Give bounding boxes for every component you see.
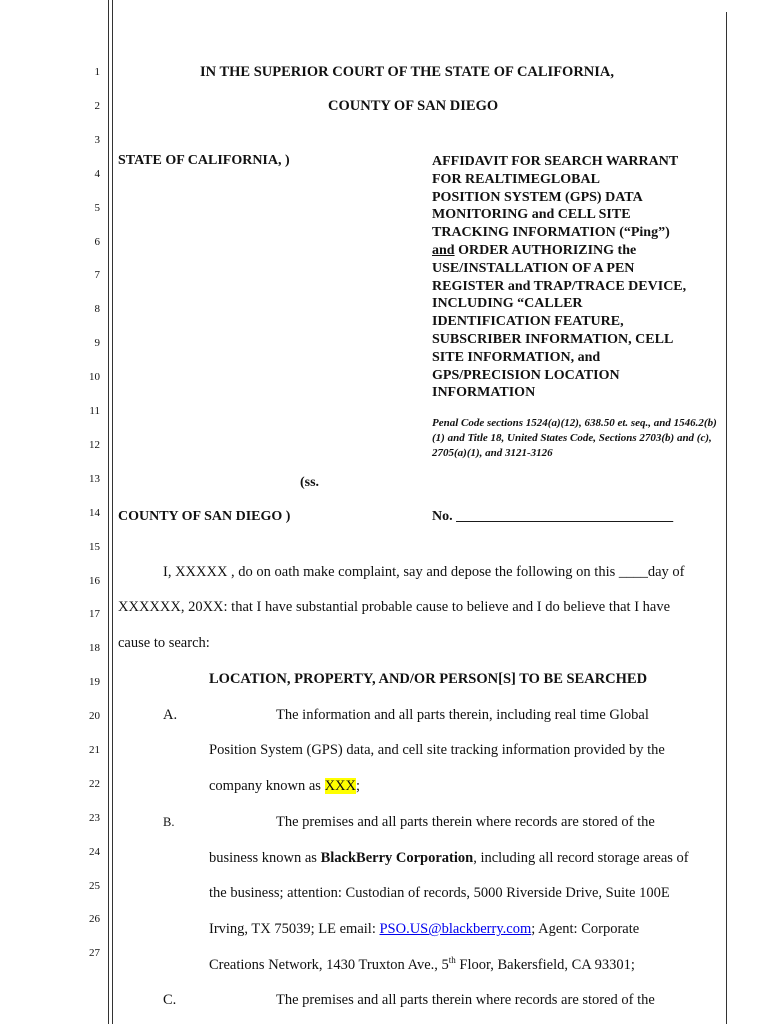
line-number: 8 bbox=[94, 303, 100, 315]
title-line: INFORMATION bbox=[432, 385, 536, 401]
item-c-label: C. bbox=[163, 992, 177, 1008]
right-margin-rule bbox=[726, 12, 727, 1024]
line-number: 7 bbox=[94, 269, 100, 281]
court-title: IN THE SUPERIOR COURT OF THE STATE OF CALIFORNIA, bbox=[200, 64, 615, 80]
item-b-label: B. bbox=[163, 815, 175, 829]
title-line: TRACKING INFORMATION (“Ping”) bbox=[432, 225, 670, 241]
item-b-line: The premises and all parts therein where records are stored of the bbox=[276, 814, 655, 830]
item-c-line: The premises and all parts therein where records are stored of the bbox=[276, 992, 655, 1008]
paragraph-line: cause to search: bbox=[118, 635, 210, 651]
line-number: 3 bbox=[94, 134, 100, 146]
item-a-line: The information and all parts therein, including real time Global bbox=[276, 707, 649, 723]
highlighted-company: XXX bbox=[324, 778, 356, 794]
line-number: 19 bbox=[89, 676, 100, 688]
line-number: 20 bbox=[89, 710, 100, 722]
title-line: and ORDER AUTHORIZING the bbox=[432, 242, 637, 258]
line-number: 5 bbox=[94, 202, 100, 214]
line-number: 18 bbox=[89, 642, 100, 654]
caption-county: COUNTY OF SAN DIEGO ) bbox=[118, 509, 291, 524]
company-name: BlackBerry Corporation bbox=[320, 850, 474, 866]
line-number: 16 bbox=[89, 575, 100, 587]
line-number: 10 bbox=[89, 371, 100, 383]
statute-citation: Penal Code sections 1524(a)(12), 638.50 et. seq., and 1546.2(b)(1) and Title 18, United States Code, Sections 2703(b) and (c), 2705(a)(1), and 3121-3126 bbox=[432, 417, 717, 459]
line-number: 1 bbox=[94, 66, 100, 78]
line-number: 14 bbox=[89, 507, 100, 519]
line-number: 25 bbox=[89, 880, 100, 892]
line-number: 6 bbox=[94, 236, 100, 248]
case-number: No. _______________________________ bbox=[432, 509, 674, 524]
title-line: GPS/PRECISION LOCATION bbox=[432, 367, 620, 383]
title-line: REGISTER and TRAP/TRACE DEVICE, bbox=[432, 278, 687, 294]
email-link[interactable]: PSO.US@blackberry.com bbox=[379, 921, 532, 937]
item-b-line: Irving, TX 75039; LE email: PSO.US@blackberry.com; Agent: Corporate bbox=[209, 921, 640, 937]
title-line: USE/INSTALLATION OF A PEN bbox=[432, 260, 635, 276]
title-line: MONITORING and CELL SITE bbox=[432, 207, 631, 223]
title-line: FOR REALTIMEGLOBAL bbox=[432, 171, 600, 187]
item-a-label: A. bbox=[163, 707, 178, 723]
line-number: 9 bbox=[94, 337, 100, 349]
line-number: 21 bbox=[89, 744, 100, 756]
line-number: 13 bbox=[89, 473, 100, 485]
line-number: 4 bbox=[94, 168, 100, 180]
item-a-line: Position System (GPS) data, and cell site tracking information provided by the bbox=[209, 742, 665, 758]
caption-ss: (ss. bbox=[300, 475, 320, 490]
line-number: 24 bbox=[89, 846, 100, 858]
line-number: 2 bbox=[94, 100, 100, 112]
title-line: AFFIDAVIT FOR SEARCH WARRANT bbox=[432, 154, 679, 169]
ordinal-suffix: th bbox=[448, 955, 456, 966]
title-line: IDENTIFICATION FEATURE, bbox=[432, 314, 624, 330]
line-number: 27 bbox=[89, 947, 100, 959]
line-number: 22 bbox=[89, 778, 100, 790]
title-line: SITE INFORMATION, and bbox=[432, 349, 601, 365]
title-line: INCLUDING “CALLER bbox=[432, 296, 583, 312]
left-margin-rule-inner bbox=[112, 0, 113, 1024]
left-margin-rule-outer bbox=[108, 0, 109, 1024]
line-number: 15 bbox=[89, 541, 100, 553]
line-number: 23 bbox=[89, 812, 100, 824]
court-county: COUNTY OF SAN DIEGO bbox=[328, 98, 499, 114]
caption-state: STATE OF CALIFORNIA, ) bbox=[118, 153, 290, 168]
paragraph-line: XXXXXX, 20XX: that I have substantial probable cause to believe and I do believe that I have bbox=[118, 599, 671, 615]
line-number: 11 bbox=[89, 405, 100, 417]
line-number: 26 bbox=[89, 913, 100, 925]
title-line: SUBSCRIBER INFORMATION, CELL bbox=[432, 331, 674, 347]
section-heading: LOCATION, PROPERTY, AND/OR PERSON[S] TO BE SEARCHED bbox=[209, 671, 648, 687]
line-number: 17 bbox=[89, 608, 100, 620]
item-b-line: business known as BlackBerry Corporation, including all record storage areas of bbox=[209, 850, 689, 866]
line-number: 12 bbox=[89, 439, 100, 451]
document-title bbox=[432, 153, 722, 402]
item-b-line: the business; attention: Custodian of records, 5000 Riverside Drive, Suite 100E bbox=[209, 885, 670, 901]
paragraph-line: I, XXXXX , do on oath make complaint, say and depose the following on this ____day of bbox=[163, 564, 685, 580]
item-b-line: Creations Network, 1430 Truxton Ave., 5th Floor, Bakersfield, CA 93301; bbox=[209, 955, 635, 973]
title-and-underlined: and bbox=[432, 242, 455, 258]
title-line: POSITION SYSTEM (GPS) DATA bbox=[432, 189, 643, 205]
item-a-line: company known as XXX; bbox=[209, 778, 361, 794]
